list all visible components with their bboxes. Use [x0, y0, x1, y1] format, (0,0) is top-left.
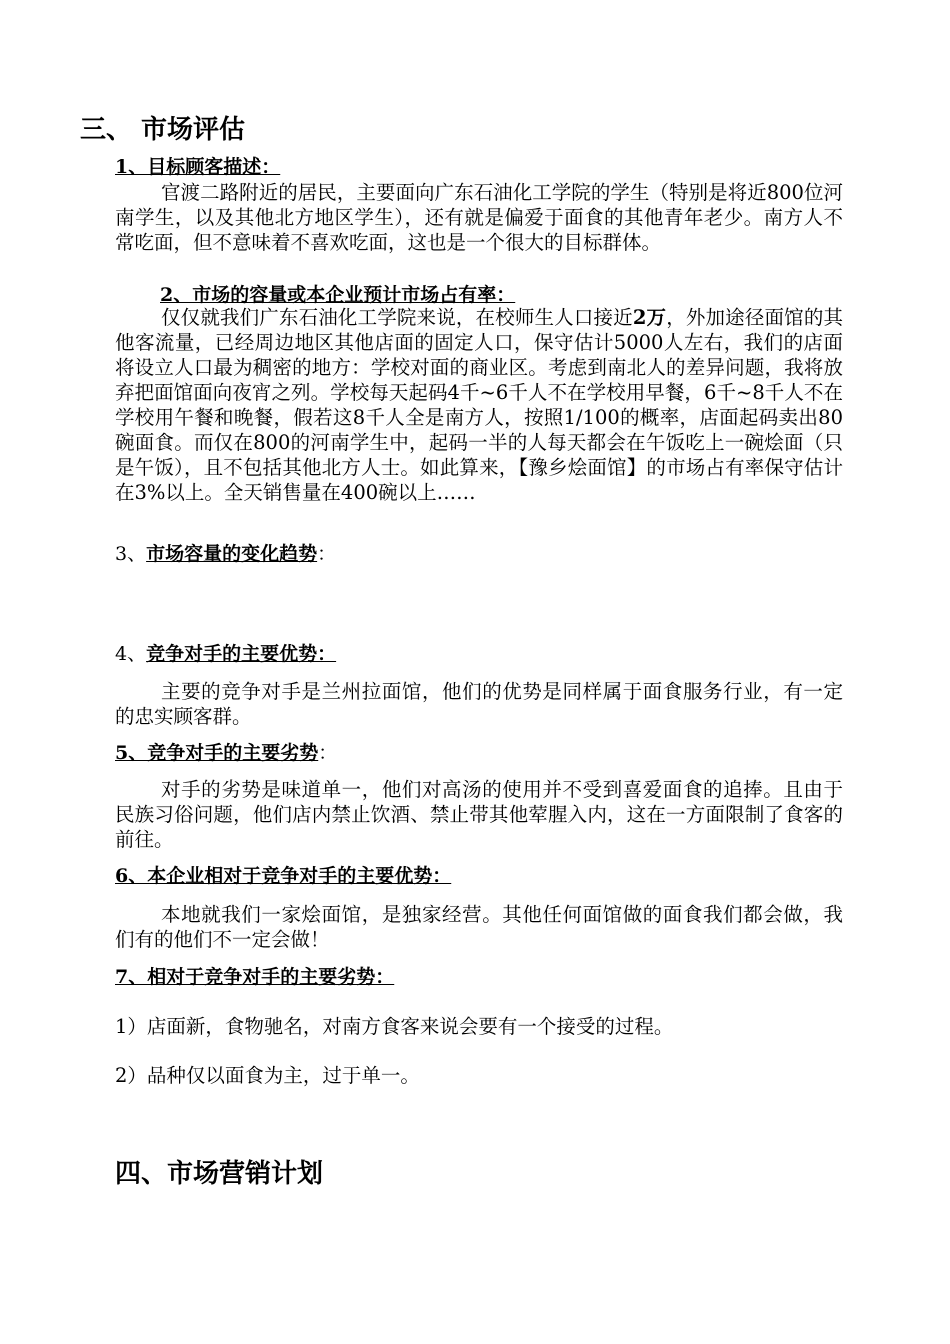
section-4-title: 四、市场营销计划: [115, 1159, 324, 1189]
subsection-5-heading: [115, 741, 337, 765]
section-3-title: 三、 市场评估: [80, 115, 246, 145]
subsection-2-heading-text: 2、市场的容量或本企业预计市场占有率：: [160, 284, 516, 306]
subsection-1-heading: [115, 155, 280, 179]
s3-suffix: ：: [317, 543, 337, 565]
subsection-6-paragraph: 本地就我们一家烩面馆，是独家经营。其他任何面馆做的面食我们都会做，我们有的他们不一定会做！: [115, 903, 843, 951]
subsection-4-paragraph: 主要的竞争对手是兰州拉面馆，他们的优势是同样属于面食服务行业，有一定的忠实顾客群。: [115, 680, 843, 728]
subsection-2-paragraph: [115, 305, 843, 505]
s7-heading-text: 7、相对于竞争对手的主要劣势：: [115, 966, 395, 988]
s4-heading-text: 竞争对手的主要优势：: [146, 643, 337, 665]
subsection-1-heading-text: 1、目标顾客描述：: [115, 156, 281, 178]
subsection-5-paragraph: 对手的劣势是味道单一，他们对高汤的使用并不受到喜爱面食的追捧。且由于民族习俗问题，他们店内禁止饮酒、禁止带其他荤腥入内，这在一方面限制了食客的前往。: [115, 778, 843, 851]
s4-prefix: 4、: [115, 643, 147, 665]
s2-text-bold: 2万: [632, 306, 667, 329]
s6-heading-text: 6、本企业相对于竞争对手的主要优势：: [115, 865, 452, 887]
subsection-1-paragraph: 官渡二路附近的居民，主要面向广东石油化工学院的学生（特别是将近800位河南学生，以及其他北方地区学生），还有就是偏爱于面食的其他青年老少。南方人不常吃面，但不意味着不喜欢吃面，这也是一个很大的目标群体。: [115, 181, 843, 254]
subsection-2-heading: [160, 283, 515, 307]
s2-text-before: 仅仅就我们广东石油化工学院来说，在校师生人口接近: [161, 306, 633, 329]
s5-suffix: ：: [318, 742, 338, 764]
s2-text-after: ，外加途径面馆的其他客流量，已经周边地区其他店面的固定人口，保守估计5000人左右，我们的店面将设立人口最为稠密的地方：学校对面的商业区。考虑到南北人的差异问题，我将放弃把面馆面向夜宵之列。学校每天起码4千~6千人不在学校用早餐，6千~8千人不在学校用午餐和晚餐，假若这8千人全是南方人，按照1/100的概率，店面起码卖出80碗面食。而仅在800的河南学生中，起码一半的人每天都会在午饭吃上一碗烩面（只是午饭），且不包括其他北方人士。如此算来，【豫乡烩面馆】的市场占有率保守估计在3%以上。全天销售量在400碗以上……: [115, 306, 843, 504]
subsection-3-heading: [115, 542, 336, 566]
subsection-6-heading: [115, 864, 451, 888]
list-item: 2）品种仅以面食为主，过于单一。: [115, 1064, 420, 1087]
s3-heading-text: 市场容量的变化趋势: [146, 543, 318, 565]
subsection-7-heading: [115, 965, 394, 989]
s5-heading-text: 5、竞争对手的主要劣势: [115, 742, 319, 764]
s3-prefix: 3、: [115, 543, 147, 565]
subsection-4-heading: [115, 642, 336, 666]
list-item: 1）店面新，食物驰名，对南方食客来说会要有一个接受的过程。: [115, 1015, 674, 1038]
